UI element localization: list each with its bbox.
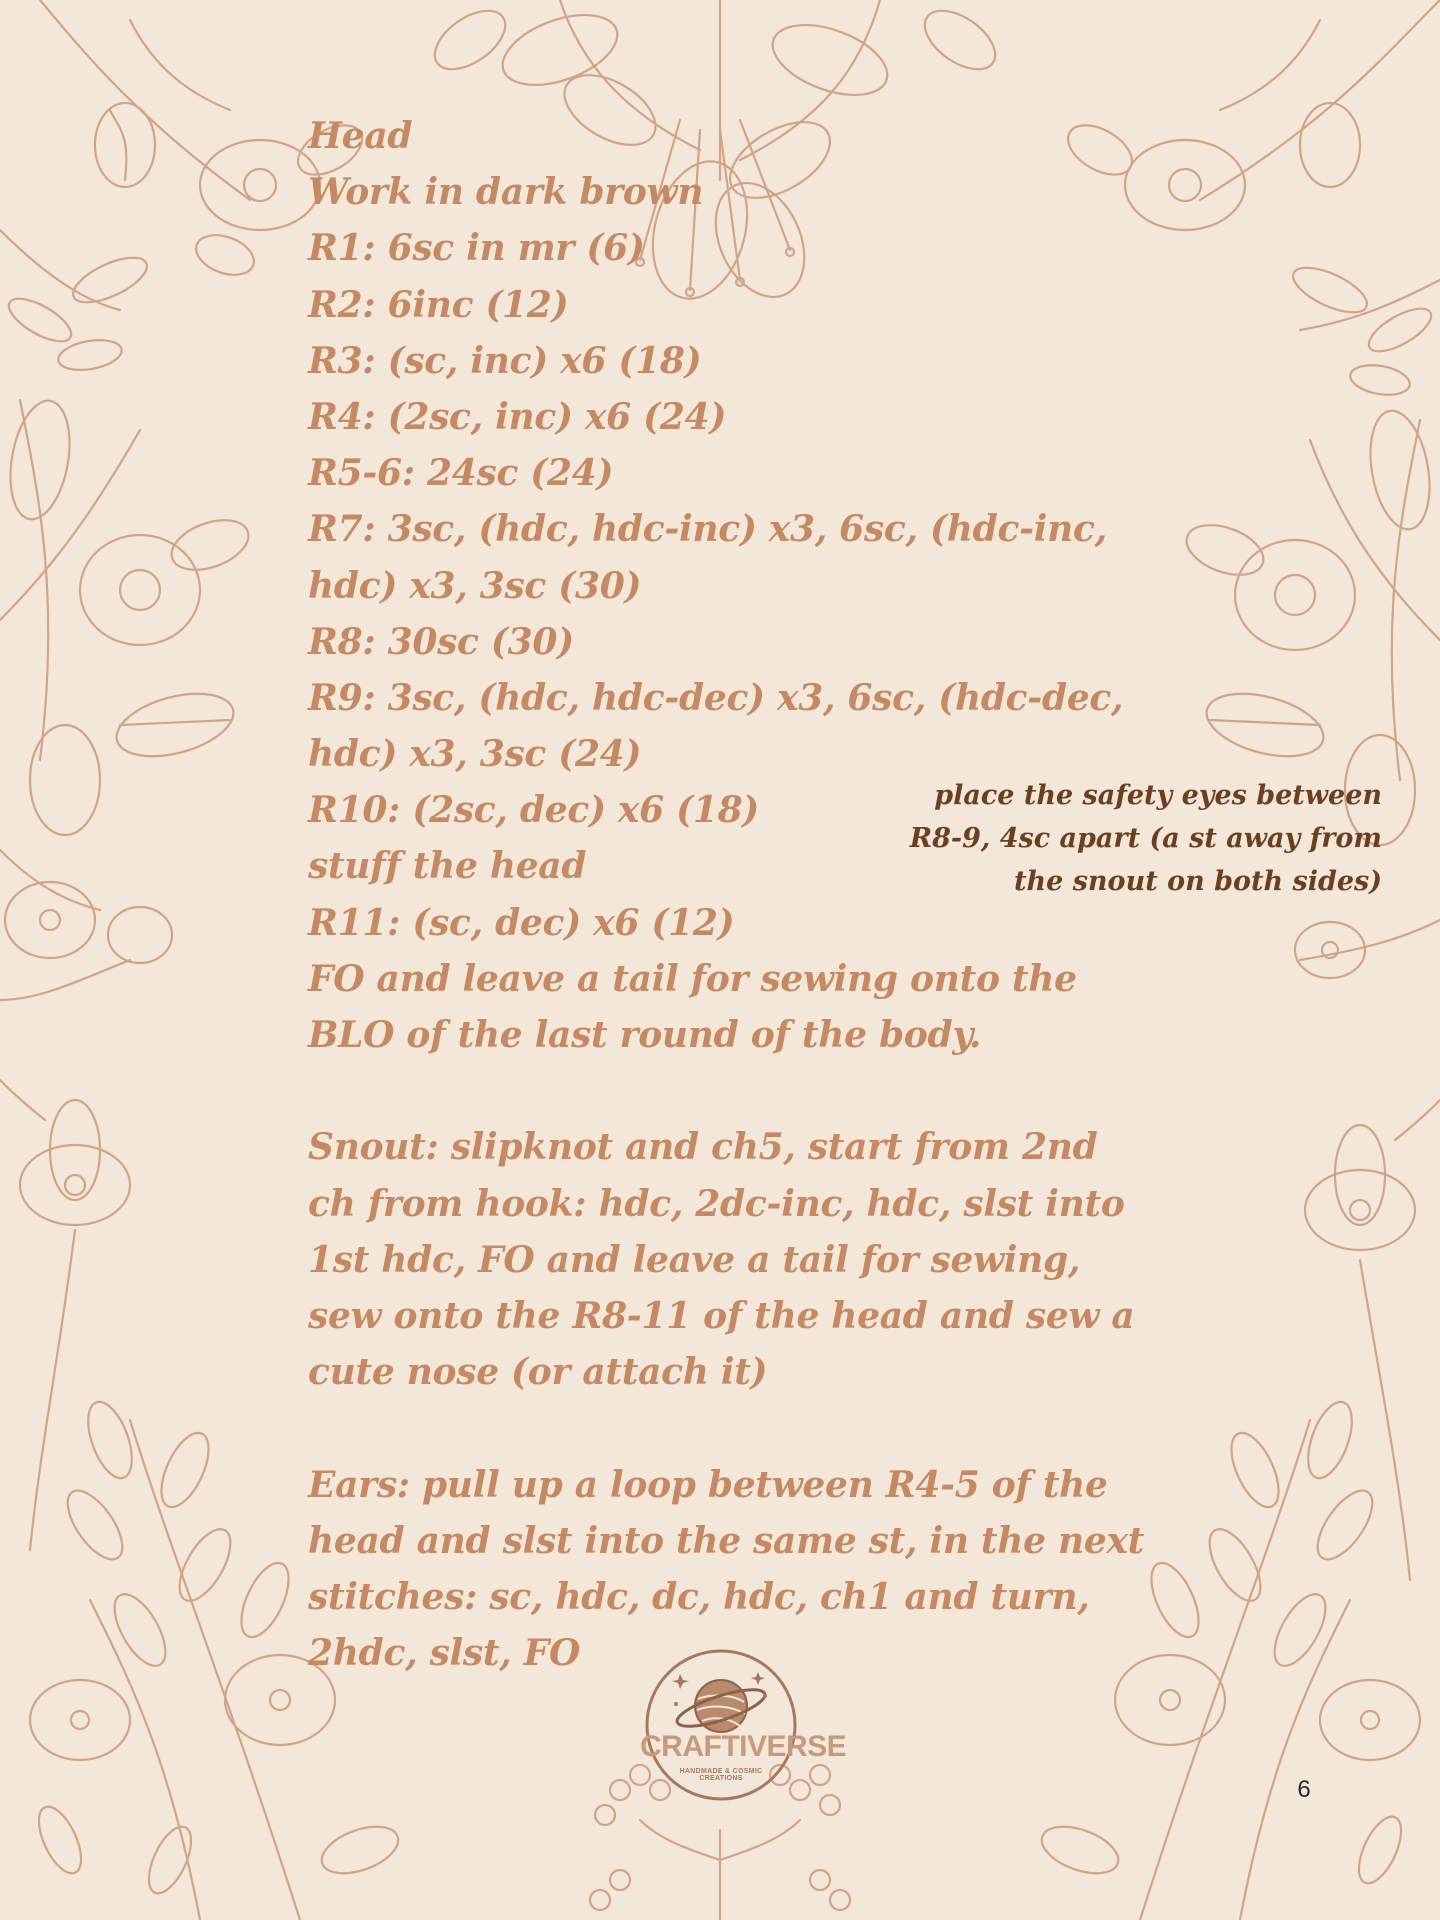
pattern-line: BLO of the last round of the body. [308, 1014, 982, 1056]
note-line: R8-9, 4sc apart (a st away from [909, 823, 1382, 854]
pattern-line: R1: 6sc in mr (6) [308, 227, 645, 270]
pattern-line: sew onto the R8-11 of the head and sew a [308, 1294, 1135, 1337]
paragraph-gap [308, 1400, 1188, 1456]
pattern-line: hdc) x3, 3sc (24) [308, 733, 642, 776]
pattern-line: R2: 6inc (12) [308, 283, 569, 326]
pattern-line: Ears: pull up a loop between R4-5 of the [308, 1463, 1108, 1506]
pattern-line: R8: 30sc (30) [308, 620, 574, 663]
pattern-line: R9: 3sc, (hdc, hdc-dec) x3, 6sc, (hdc-dec, [308, 676, 1124, 719]
logo-subtitle: HANDMADE & COSMIC CREATIONS [679, 1768, 763, 1782]
pattern-line: hdc) x3, 3sc (30) [308, 564, 642, 607]
pattern-line: ch from hook: hdc, 2dc-inc, hdc, slst into [308, 1182, 1125, 1225]
paragraph-gap [308, 1063, 1188, 1119]
pattern-line: R10: (2sc, dec) x6 (18) [308, 789, 760, 832]
craftiverse-logo [640, 1644, 847, 1806]
pattern-line: Snout: slipknot and ch5, start from 2nd [308, 1126, 1098, 1169]
pattern-line: 1st hdc, FO and leave a tail for sewing, [308, 1238, 1081, 1281]
pattern-line: R5-6: 24sc (24) [308, 452, 614, 495]
pattern-line: 2hdc, slst, FO [308, 1632, 581, 1675]
pattern-line: FO and leave a tail for sewing onto the [308, 957, 1077, 1000]
left-lower-flowers [0, 882, 172, 1550]
pattern-line: R7: 3sc, (hdc, hdc-inc) x3, 6sc, (hdc-inc, [308, 508, 1107, 551]
logo-title: CRAFTIVERSE [640, 1730, 847, 1763]
pattern-line: stitches: sc, hdc, dc, hdc, ch1 and turn, [308, 1575, 1090, 1618]
pattern-line: R11: (sc, dec) x6 (12) [308, 901, 735, 944]
pattern-line: R4: (2sc, inc) x6 (24) [308, 395, 727, 438]
pattern-line: Work in dark brown [308, 171, 704, 214]
note-line: the snout on both sides) [1014, 866, 1382, 897]
note-line: place the safety eyes between [934, 780, 1382, 811]
pattern-line: R3: (sc, inc) x6 (18) [308, 339, 702, 382]
left-side-branch [0, 396, 255, 910]
safety-eyes-note [822, 774, 1382, 903]
pattern-line: stuff the head [308, 845, 587, 888]
pattern-line: cute nose (or attach it) [308, 1351, 768, 1394]
pattern-line: Head [308, 115, 413, 157]
pattern-line: head and slst into the same st, in the next [308, 1519, 1144, 1562]
page-number: 6 [1297, 1776, 1311, 1803]
